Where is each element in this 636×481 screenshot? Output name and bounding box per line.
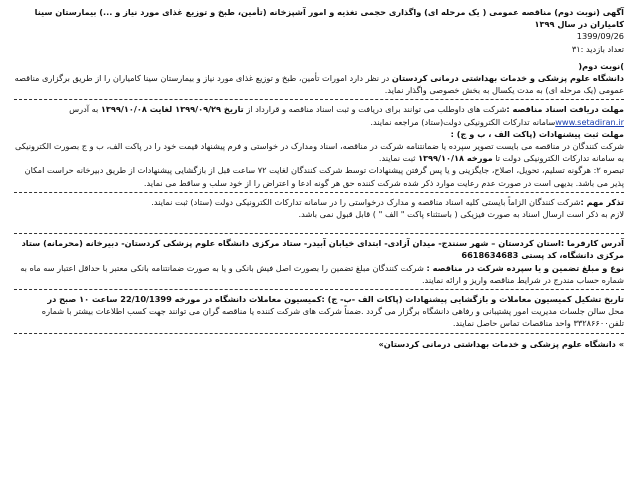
important-note-2: لازم به ذکر است ارسال اسناد به صورت فیزیکی ( باستثناء پاکت " الف " ) قابل قبول نمی باشد. bbox=[298, 209, 624, 220]
employer-address-text: استان کردستان – شهر سنندج- میدان آزادی- ابتدای خیابان آبیدر- ستاد مرکزی دانشگاه علوم پزشکی کردستان- دبیرخانه (محرمانه) ستاد مرکزی دانشگاه، کد پستی 6618634683 bbox=[21, 238, 624, 261]
guarantee-label: نوع و مبلغ تضمین و یا سپرده شرکت در مناقصه : bbox=[426, 262, 624, 273]
notice-date bbox=[14, 30, 624, 42]
employer-address bbox=[14, 237, 624, 261]
opening-date-text: کمیسیون معاملات دانشگاه در مورخه 22/10/1399 ساعت ۱۰ صبح در bbox=[47, 294, 322, 305]
receipt-deadline bbox=[14, 103, 624, 127]
intro-paragraph bbox=[14, 72, 624, 96]
divider bbox=[14, 233, 624, 234]
important-text: شرکت کنندگان الزاماً بایستی کلیه اسناد مناقصه و مدارک درخواستی را در سامانه تدارکات الکترونیکی دولت (ستاد) ثبت نمایند. bbox=[151, 196, 581, 207]
setadiran-link[interactable]: www.setadiran.ir bbox=[555, 116, 624, 127]
submit-text-1: شرکت کنندگان در مناقصه می بایست تصویر سپرده یا ضمانتنامه شرکت در مناقصه، اسناد ومدارک در خواستی و فرم پیشنهاد قیمت خود را در پاکت الف، ب و ج بصورت الکترونیکی به سامانه تدارکات الکترونیکی دولت تا bbox=[14, 141, 624, 164]
round-label: )نوبت دوم( bbox=[578, 60, 624, 71]
important-label: تذکر مهم : bbox=[580, 196, 624, 207]
footer-signature: » دانشگاه علوم پزشکی و خدمات بهداشتی درمانی کردستان» bbox=[378, 338, 624, 349]
receipt-date: تاریخ ۱۳۹۹/۰۹/۲۹ لغایت ۱۳۹۹/۱۰/۰۸ bbox=[100, 104, 244, 115]
receipt-text-3: سامانه تدارکات الکترونیکی دولت(ستاد) مراجعه نمایند. bbox=[370, 116, 556, 127]
employer-label: آدرس کارفرما : bbox=[560, 238, 624, 249]
submit-text-2: ثبت نمایند. bbox=[378, 153, 419, 164]
opening-paragraph bbox=[14, 293, 624, 305]
intro-text: در نظر دارد امورات تأمین، طبخ و توزیع غذای مورد نیاز و بیمارستان سینا کامیاران را از طریق برگزاری مناقصه عمومی (یک مرحله ای) به مدت یکسال به بخش خصوصی واگذار نماید. bbox=[14, 73, 624, 96]
notice-title: آگهی (نوبت دوم) مناقصه عمومی ( یک مرحله ای) واگذاری حجمی تغذیه و امور آشپزخانه (تأمین، طبخ و توزیع غذای مورد نیاز و ...) بیمارستان سینا کامیاران در سال ۱۳۹۹ bbox=[34, 7, 624, 30]
submit-label: مهلت ثبت پیشنهادات (پاکت الف ، ب و ج) : bbox=[450, 128, 624, 139]
opening-label: تاریخ تشکیل کمیسیون معاملات و بازگشایی پیشنهادات (پاکات الف -ب- ج) : bbox=[321, 294, 624, 305]
submit-date: مورخه ۱۳۹۹/۱۰/۱۸ bbox=[418, 153, 493, 164]
receipt-text-2: به آدرس bbox=[69, 104, 101, 115]
submit-paragraph bbox=[14, 140, 624, 164]
org-name: دانشگاه علوم پزشکی و خدمات بهداشتی درمانی کردستان bbox=[391, 73, 624, 84]
receipt-text-1: شرکت های داوطلب می توانند برای دریافت و ثبت اسناد مناقصه و قرارداد از bbox=[243, 104, 507, 115]
divider bbox=[14, 333, 624, 334]
guarantee-text: شرکت کنندگان مبلغ تضمین را بصورت اصل فیش بانکی و یا به صورت ضمانتنامه بانکی معتبر با حداقل اعتبار سه ماه به شماره حساب مندرج در شرایط مناقصه واریز و ارائه نمایند. bbox=[20, 262, 624, 285]
divider bbox=[14, 192, 624, 193]
divider bbox=[14, 99, 624, 100]
note-2: تبصره ۲: هرگونه تسلیم، تحویل، اصلاح، جایگزینی و یا پس گرفتن پیشنهادات توسط شرکت کنندگان لغایت ۷۲ ساعت قبل از بازگشایی پیشنهادات از طریق دبیرخانه حراست امکان پذیر می باشد. بدیهی است در صورت عدم رعایت موارد ذکر شده شرکت کننده حق هر گونه ادعا و اعتراض را از خود سلب و ساقط می نماید. bbox=[24, 165, 624, 188]
opening-text: محل سالن جلسات مدیریت امور پشتیبانی و رفاهی دانشگاه برگزار می گردد .ضمناً شرکت های شرکت کننده یا مناقصه گران می توانند جهت کسب اطلاعات بیشتر با شماره تلفن۳۳۲۸۶۶۰۰ واحد مناقصات تماس حاصل نمایند. bbox=[41, 306, 624, 329]
important-note bbox=[14, 196, 624, 208]
view-count: تعداد بازدید :۳۱ bbox=[571, 43, 624, 54]
divider bbox=[14, 289, 624, 290]
receipt-label: مهلت دریافت اسناد مناقصه : bbox=[506, 104, 624, 115]
guarantee-paragraph bbox=[14, 262, 624, 286]
notice-date-value: 1399/09/26 bbox=[576, 31, 624, 42]
